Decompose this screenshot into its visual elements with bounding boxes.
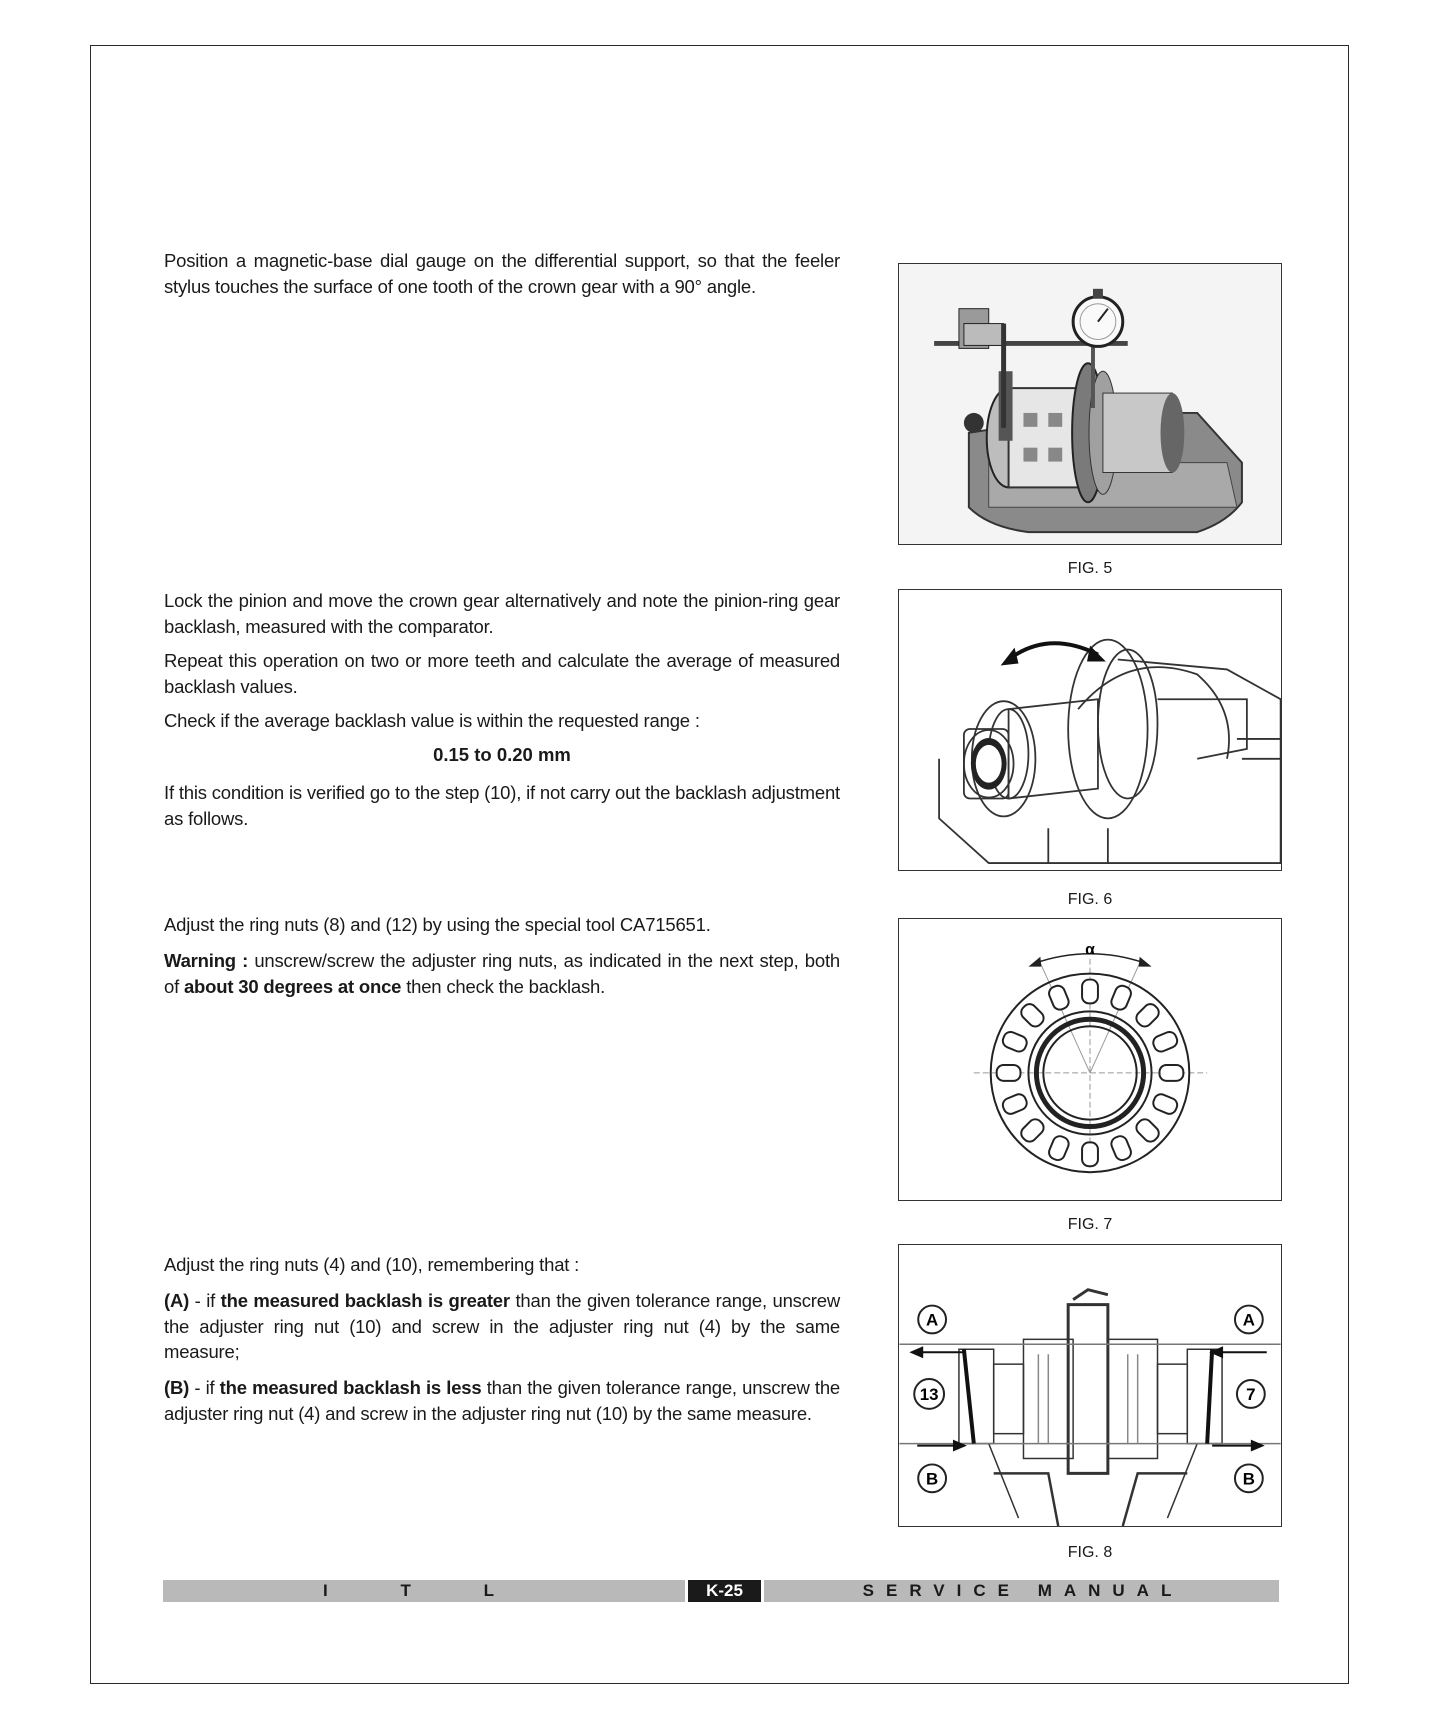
warning-text-b: then check the backlash.: [401, 975, 606, 997]
a-bold: the measured backlash is greater: [220, 1290, 510, 1311]
fig8-label-a-left: A: [926, 1310, 939, 1330]
fig7-angle-label: α: [1085, 941, 1095, 959]
step3-p1: Adjust the ring nuts (8) and (12) by using the special tool CA715651.: [164, 914, 711, 935]
warning-text-a: unscrew/screw the adjuster ring nuts, as indicated in the next step, both of: [164, 950, 840, 997]
step2-p1: Lock the pinion and move the crown gear alternatively and note the pinion-ring gear backlash, measured with the comparator.: [164, 590, 840, 637]
ring-nut-slot: [1082, 1142, 1098, 1166]
a-label: (A): [164, 1290, 190, 1311]
footer-company: I T L: [323, 1581, 528, 1600]
fig7-image: [898, 918, 1282, 1201]
ring-nut-slot: [1160, 1065, 1184, 1081]
a-pre: - if: [189, 1290, 221, 1311]
page-number: K-25: [688, 1580, 761, 1602]
fig5-caption: FIG. 5: [1067, 560, 1113, 577]
b-pre: - if: [189, 1377, 220, 1398]
fig5-image: [898, 263, 1282, 545]
fig6-caption: FIG. 6: [1067, 891, 1113, 908]
fig8-label-13: 13: [919, 1384, 939, 1404]
fig6-image: [898, 589, 1282, 871]
backlash-range: 0.15 to 0.20 mm: [433, 744, 571, 765]
fig8-label-b-left: B: [926, 1469, 939, 1489]
footer-title: SERVICE MANUAL: [862, 1581, 1184, 1600]
fig8-caption: FIG. 8: [1067, 1544, 1113, 1561]
fig7-caption: FIG. 7: [1067, 1216, 1113, 1233]
footer: [163, 1580, 1279, 1602]
step2-p4: If this condition is verified go to the step (10), if not carry out the backlash adjustment as follows.: [164, 782, 840, 829]
a-text: than the given tolerance range, unscrew the adjuster ring nut (10) and screw in the adjuster ring nut (4) by the same measure;: [164, 1290, 840, 1362]
fig8-label-b-right: B: [1242, 1469, 1255, 1489]
fig8-label-7: 7: [1246, 1384, 1256, 1404]
b-label: (B): [164, 1377, 190, 1398]
fig8-image: [898, 1244, 1282, 1527]
warning-label: Warning :: [164, 950, 249, 971]
ring-nut-slot: [997, 1065, 1021, 1081]
step1-text: Position a magnetic-base dial gauge on the differential support, so that the feeler stylus touches the surface of one tooth of the crown gear with a 90° angle.: [164, 250, 840, 297]
fig8-label-a-right: A: [1242, 1310, 1255, 1330]
step4-p1: Adjust the ring nuts (4) and (10), remembering that :: [164, 1254, 580, 1275]
ring-nut-slot: [1082, 980, 1098, 1004]
step4-b: [164, 1375, 840, 1426]
step2-p2: Repeat this operation on two or more teeth and calculate the average of measured backlash values.: [164, 650, 840, 697]
step2-p3: Check if the average backlash value is within the requested range :: [164, 710, 700, 731]
step4-a: [164, 1288, 840, 1365]
b-bold: the measured backlash is less: [219, 1377, 482, 1398]
warning-bold: about 30 degrees at once: [183, 975, 402, 997]
b-text: than the given tolerance range, unscrew the adjuster ring nut (4) and screw in the adjuster ring nut (10) by the same measure.: [164, 1377, 840, 1424]
step3-warning: [164, 948, 840, 999]
